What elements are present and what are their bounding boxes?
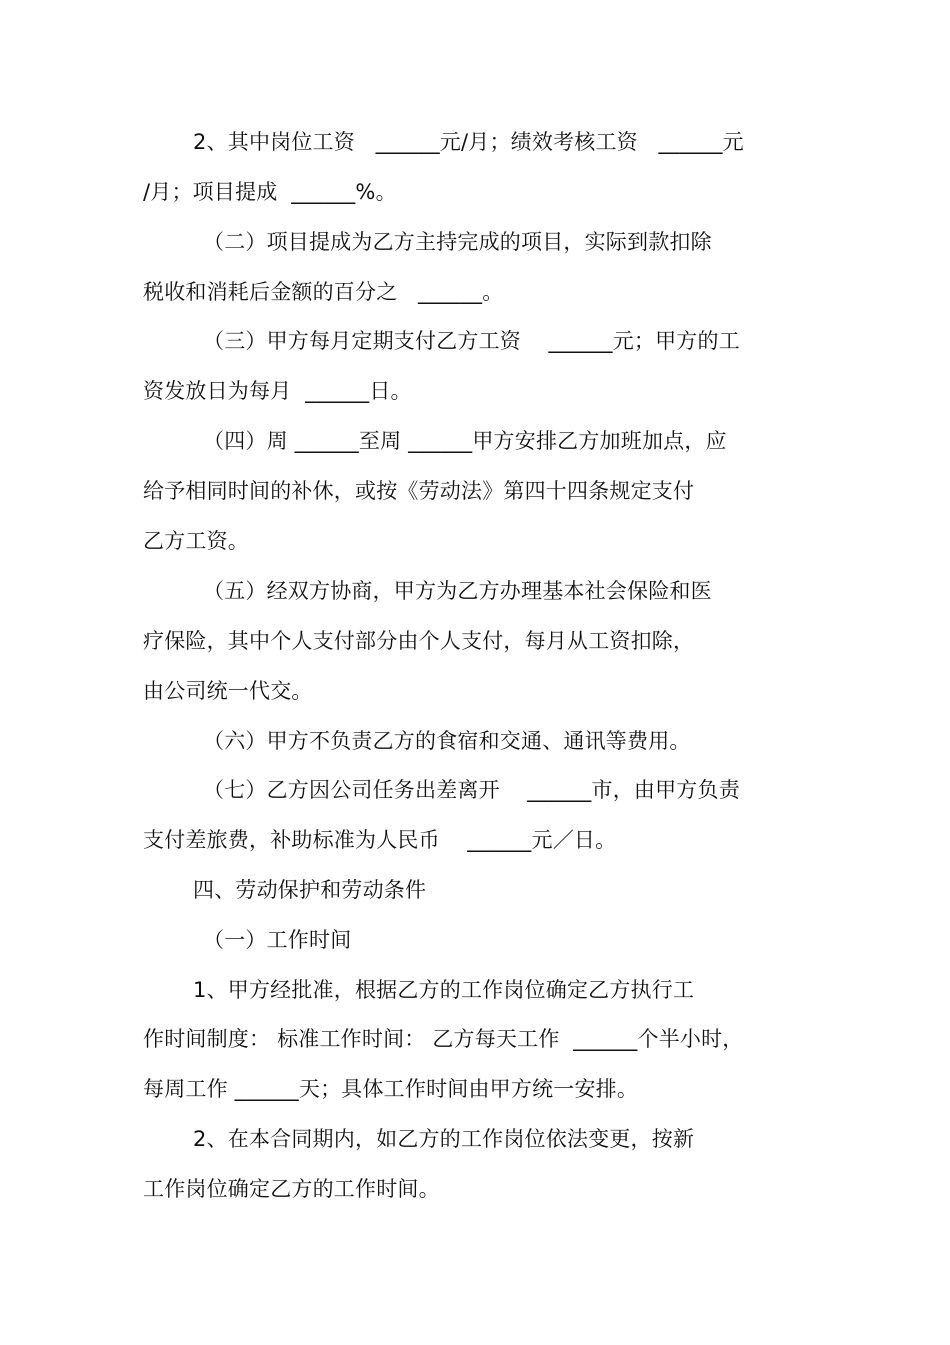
text-line: 1、甲方经批准，根据乙方的工作岗位确定乙方执行工 <box>193 978 695 1002</box>
text-line: 由公司统一代交。 <box>143 679 313 703</box>
text-line: （七）乙方因公司任务出差离开 ______市，由甲方负责 <box>203 778 740 802</box>
text-line: （四）周 ______至周 ______甲方安排乙方加班加点，应 <box>203 429 727 453</box>
text-line: （六）甲方不负责乙方的食宿和交通、通讯等费用。 <box>203 729 691 753</box>
text-line: 作时间制度： 标准工作时间： 乙方每天工作 ______个半小时， <box>143 1027 744 1051</box>
text-line: （二）项目提成为乙方主持完成的项目，实际到款扣除 <box>203 230 712 254</box>
text-line: 每周工作 ______天；具体工作时间由甲方统一安排。 <box>143 1077 639 1101</box>
text-line: （五）经双方协商，甲方为乙方办理基本社会保险和医 <box>203 579 712 603</box>
text-line: （一）工作时间 <box>203 928 352 952</box>
text-line: 2、其中岗位工资 ______元/月；绩效考核工资 ______元 <box>193 130 744 154</box>
text-line: /月；项目提成 ______%。 <box>143 180 397 204</box>
text-line: 疗保险，其中个人支付部分由个人支付，每月从工资扣除， <box>143 629 695 653</box>
text-line: 资发放日为每月 ______日。 <box>143 379 412 403</box>
text-line: 四、劳动保护和劳动条件 <box>193 878 427 902</box>
text-line: 乙方工资。 <box>143 529 249 553</box>
text-line: 2、在本合同期内，如乙方的工作岗位依法变更，按新 <box>193 1127 695 1151</box>
text-line: 工作岗位确定乙方的工作时间。 <box>143 1177 440 1201</box>
text-line: 给予相同时间的补休，或按《劳动法》第四十四条规定支付 <box>143 479 695 503</box>
text-line: （三）甲方每月定期支付乙方工资 ______元；甲方的工 <box>203 329 740 353</box>
text-line: 支付差旅费，补助标准为人民币 ______元／日。 <box>143 828 617 852</box>
text-line: 税收和消耗后金额的百分之 ______。 <box>143 280 504 304</box>
